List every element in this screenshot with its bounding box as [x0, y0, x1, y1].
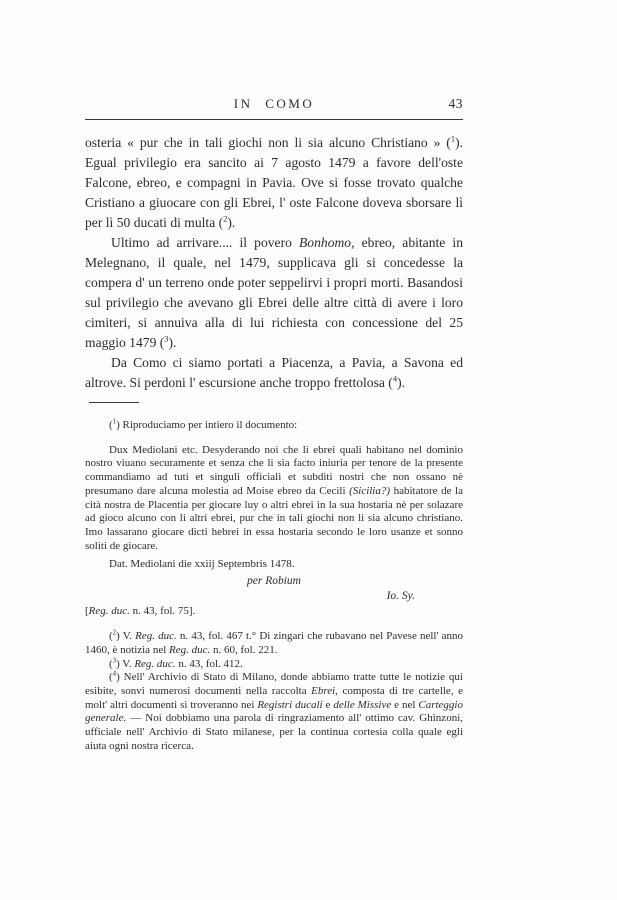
footnote-1: ($^1$) Riproduciamo per intiero il documento: — [109, 418, 298, 431]
document-countersignature: per Robium — [247, 575, 301, 588]
paragraph-bonhomo: Ultimo ad arrivare.... il povero Bonhomo, ebreo, abitante in Melegnano, il quale, nel 1479, supplicava gli si concedesse la compera d' un terreno onde poter seppelirvi i propri morti. Basandosi sul privilegio che avevano gli Ebrei delle altre città di avere i loro cimiteri, si annuiva alla di lui richiesta con concessione del 25 maggio 1479 ($^3$). — [85, 235, 463, 350]
body-text — [85, 133, 463, 393]
footnotes-section — [85, 419, 463, 753]
document-dateline: Dat. Mediolani die xxiij Septembris 1478. — [109, 558, 295, 571]
paragraph-osteria-privilege: osteria « pur che in tali giochi non li sia alcuno Christiano » ($^1$). Egual privilegio era sancito ai 7 agosto 1479 a favore dell'oste Falcone, ebreo, e compagni in Pavia. Ove si fosse trovato qualche Cristiano a giuocare con gli Ebrei, l' oste Falcone doveva sborsare lì per lì 50 ducati di multa ($^2$). — [85, 133, 463, 230]
page-header — [85, 96, 463, 112]
page-number: 43 — [448, 96, 463, 111]
running-title: IN COMO — [233, 96, 315, 111]
header-rule — [85, 119, 463, 120]
document-signature: Io. Sy. — [386, 589, 415, 602]
footnote-4: ($^4$) Nell' Archivio di Stato di Milano, donde abbiamo tratte tutte le notizie qui esibite, sonvi numerosi documenti nella raccolta Ebrei, composta di tre cartelle, e molt' altri documenti si troveranno nei Registri ducali e delle Missive e nel Carteggio generale. — Noi dobbiamo una parola di ringraziamento all' ottimo cav. Ghinzoni, ufficiale nell' Archivio di Stato milanese, per la continua cortesia colla quale egli aiuta ogni nostra ricerca. — [85, 670, 463, 752]
archival-reference: [Reg. duc. n. 43, fol. 75]. — [85, 605, 196, 618]
page-content — [85, 96, 463, 753]
paragraph-da-como: Da Como ci siamo portati a Piacenza, a Pavia, a Savona ed altrove. Si perdoni l' escursione anche troppo frettolosa ($^4$). — [85, 355, 463, 390]
document-quote: Dux Mediolani etc. Desyderando noi che li ebrei quali habitano nel dominio nostro viuano securamente et senza che li sia facto iniuria per tenore de la presente commandiamo ad tuti et singuli officiali et subditi nostri che non ossano nè presumano dare alcuna molestia ad Moise ebreo da Cecili (Sicilia?) habitatore de la cità nostra de Placentia per giocare luy o altri ebrei in la sua hostaria nè per solazare ad gioco alcuno con li altri ebrei, pur che in tali giochi non li sia alcuno christiano. Imo lassarano giocare dicti hebrei in essa hostaria secondo le loro usanze et sonno soliti de giocare. — [85, 443, 463, 552]
footnote-2: ($^2$) V. Reg. duc. n. 43, fol. 467 t.° Di zingari che rubavano nel Pavese nell' anno 1460, è notizia nel Reg. duc. n. 60, fol. 221. — [85, 629, 463, 656]
footnote-separator — [89, 402, 139, 403]
footnote-3: ($^3$) V. Reg. duc. n. 43, fol. 412. — [109, 656, 243, 670]
